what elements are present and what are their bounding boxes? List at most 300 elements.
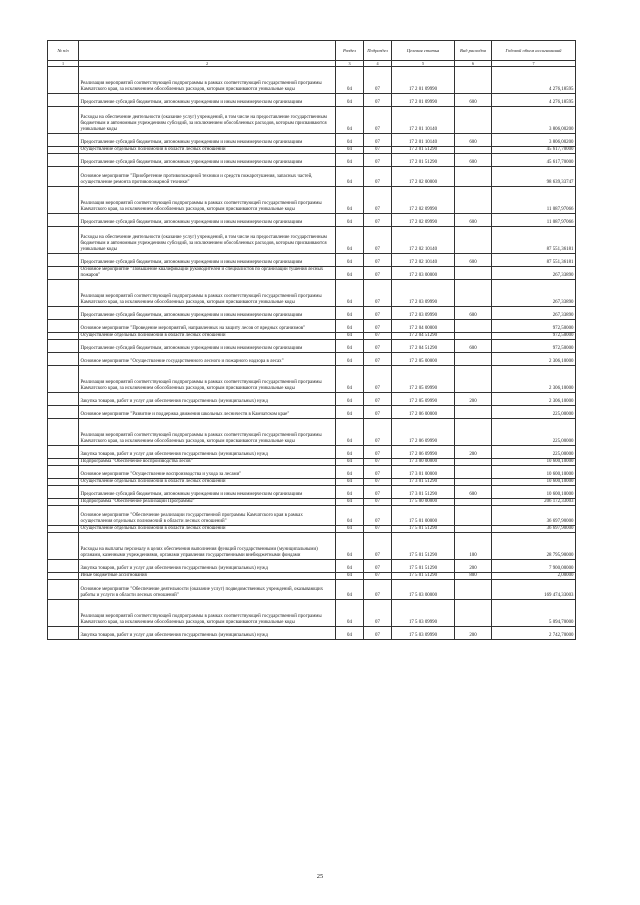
row-expense-type-cell <box>455 506 492 526</box>
row-amount-cell: 225,00000 <box>492 406 576 419</box>
row-expense-type-cell <box>455 406 492 419</box>
row-subsection-cell: 07 <box>364 154 392 167</box>
table-row <box>48 446 576 459</box>
row-subsection-cell: 07 <box>364 267 392 280</box>
row-name-cell: Закупка товаров, работ и услуг для обеспечения государственных (муниципальных) нужд <box>79 393 336 406</box>
row-expense-type-cell <box>455 526 492 533</box>
row-subsection-cell: 07 <box>364 499 392 506</box>
row-name-cell: Предоставление субсидий бюджетным, автономным учреждениям и иным некоммерческим организациям <box>79 134 336 147</box>
row-amount-cell: 11 087,97066 <box>492 187 576 214</box>
row-number-cell <box>48 320 79 333</box>
row-section-cell: 04 <box>336 499 364 506</box>
row-section-cell: 04 <box>336 393 364 406</box>
row-amount-cell: 267,33890 <box>492 267 576 280</box>
row-name-cell: Основное мероприятие "Проведение мероприятий, направленных на защиту лесов от вредных организмов" <box>79 320 336 333</box>
table-row <box>48 107 576 134</box>
row-expense-type-cell <box>455 499 492 506</box>
row-target-article-cell: 17 2 05 09990 <box>392 393 455 406</box>
row-name-cell: Осуществление отдельных полномочий в области лесных отношений <box>79 526 336 533</box>
row-target-article-cell: 17 2 06 09990 <box>392 446 455 459</box>
row-section-cell: 04 <box>336 214 364 227</box>
row-section-cell: 04 <box>336 580 364 600</box>
table-row <box>48 280 576 307</box>
row-target-article-cell: 17 2 04 00000 <box>392 320 455 333</box>
row-number-cell <box>48 147 79 154</box>
row-section-cell: 04 <box>336 419 364 446</box>
row-amount-cell: 267,33890 <box>492 307 576 320</box>
row-subsection-cell: 07 <box>364 214 392 227</box>
row-subsection-cell: 07 <box>364 406 392 419</box>
row-subsection-cell: 07 <box>364 560 392 573</box>
row-name-cell: Предоставление субсидий бюджетным, автономным учреждениям и иным некоммерческим организациям <box>79 94 336 107</box>
row-section-cell: 04 <box>336 353 364 366</box>
row-name-cell: Осуществление отдельных полномочий в области лесных отношений <box>79 147 336 154</box>
row-subsection-cell: 07 <box>364 94 392 107</box>
row-number-cell <box>48 107 79 134</box>
row-name-cell: Предоставление субсидий бюджетным, автономным учреждениям и иным некоммерческим организациям <box>79 154 336 167</box>
row-subsection-cell: 07 <box>364 486 392 499</box>
row-target-article-cell: 17 2 01 10140 <box>392 107 455 134</box>
row-target-article-cell: 17 5 01 00000 <box>392 506 455 526</box>
header-cell: № п/п <box>48 41 79 61</box>
row-amount-cell: 10 600,10000 <box>492 486 576 499</box>
row-section-cell: 04 <box>336 573 364 580</box>
row-expense-type-cell: 600 <box>455 94 492 107</box>
row-expense-type-cell <box>455 107 492 134</box>
table-row <box>48 353 576 366</box>
table-row <box>48 307 576 320</box>
row-number-cell <box>48 254 79 267</box>
row-expense-type-cell <box>455 353 492 366</box>
row-subsection-cell: 07 <box>364 167 392 187</box>
row-expense-type-cell <box>455 366 492 393</box>
row-amount-cell: 2 306,10000 <box>492 393 576 406</box>
row-section-cell: 04 <box>336 320 364 333</box>
row-section-cell: 04 <box>336 67 364 94</box>
table-row <box>48 486 576 499</box>
table-row <box>48 419 576 446</box>
row-target-article-cell: 17 2 01 51290 <box>392 154 455 167</box>
column-number: 2 <box>79 61 336 67</box>
row-name-cell: Основное мероприятие "Развитие и поддержка движения школьных лесничеств в Камчатском крае" <box>79 406 336 419</box>
row-section-cell: 04 <box>336 254 364 267</box>
row-name-cell: Расходы на обеспечение деятельности (оказание услуг) учреждений, в том числе на предоставление государственным бюджетным и автономным учреждениям субсидий, за исключением обособленных расходов, которым присваиваются уникальные коды <box>79 227 336 254</box>
table-row <box>48 94 576 107</box>
header-cell: Годовой объем ассигнований <box>492 41 576 61</box>
row-section-cell: 04 <box>336 187 364 214</box>
table-row <box>48 479 576 486</box>
row-target-article-cell: 17 5 01 51290 <box>392 560 455 573</box>
row-expense-type-cell <box>455 147 492 154</box>
row-subsection-cell: 07 <box>364 307 392 320</box>
row-target-article-cell: 17 3 01 51290 <box>392 479 455 486</box>
row-number-cell <box>48 187 79 214</box>
row-subsection-cell: 07 <box>364 533 392 560</box>
row-subsection-cell: 07 <box>364 147 392 154</box>
row-amount-cell: 206 172,33003 <box>492 499 576 506</box>
row-target-article-cell: 17 2 06 09990 <box>392 419 455 446</box>
budget-table-sheet <box>47 40 575 640</box>
row-number-cell <box>48 573 79 580</box>
row-section-cell: 04 <box>336 627 364 640</box>
row-expense-type-cell <box>455 479 492 486</box>
row-name-cell: Реализация мероприятий соответствующей подпрограммы в рамках соответствующей государственной программы Камчатского края, за исключением обособленных расходов, которым присваиваются уникальные коды <box>79 600 336 627</box>
row-target-article-cell: 17 2 03 09990 <box>392 307 455 320</box>
row-amount-cell: 225,00000 <box>492 419 576 446</box>
row-name-cell: Реализация мероприятий соответствующей подпрограммы в рамках соответствующей государственной программы Камчатского края, за исключением обособленных расходов, которым присваиваются уникальные коды <box>79 67 336 94</box>
row-expense-type-cell: 600 <box>455 254 492 267</box>
table-row <box>48 227 576 254</box>
row-number-cell <box>48 580 79 600</box>
row-amount-cell: 972,50000 <box>492 320 576 333</box>
row-section-cell: 04 <box>336 533 364 560</box>
row-number-cell <box>48 406 79 419</box>
row-name-cell: Реализация мероприятий соответствующей подпрограммы в рамках соответствующей государственной программы Камчатского края, за исключением обособленных расходов, которым присваиваются уникальные коды <box>79 187 336 214</box>
row-expense-type-cell: 800 <box>455 573 492 580</box>
row-expense-type-cell: 100 <box>455 533 492 560</box>
row-section-cell: 04 <box>336 466 364 479</box>
table-row <box>48 187 576 214</box>
row-amount-cell: 972,50000 <box>492 340 576 353</box>
row-expense-type-cell <box>455 167 492 187</box>
row-target-article-cell: 17 2 02 09990 <box>392 187 455 214</box>
row-amount-cell: 98 639,33747 <box>492 167 576 187</box>
table-row <box>48 267 576 280</box>
row-name-cell: Основное мероприятие "Осуществление государственного лесного и пожарного надзора в лесах" <box>79 353 336 366</box>
row-section-cell: 04 <box>336 94 364 107</box>
row-expense-type-cell <box>455 419 492 446</box>
row-target-article-cell: 17 5 00 00000 <box>392 499 455 506</box>
row-amount-cell: 3 806,00200 <box>492 134 576 147</box>
row-expense-type-cell <box>455 227 492 254</box>
row-target-article-cell: 17 2 04 51290 <box>392 333 455 340</box>
row-amount-cell: 7 900,00000 <box>492 560 576 573</box>
row-expense-type-cell <box>455 267 492 280</box>
row-target-article-cell: 17 3 00 00000 <box>392 459 455 466</box>
row-amount-cell: 10 600,10000 <box>492 466 576 479</box>
row-amount-cell: 28 795,90000 <box>492 533 576 560</box>
row-section-cell: 04 <box>336 560 364 573</box>
row-subsection-cell: 07 <box>364 446 392 459</box>
row-name-cell: Основное мероприятие "Повышение квалификации руководителей и специалистов по организации тушения лесных пожаров" <box>79 267 336 280</box>
row-subsection-cell: 07 <box>364 459 392 466</box>
row-target-article-cell: 17 2 01 09990 <box>392 94 455 107</box>
row-target-article-cell: 17 5 03 00000 <box>392 580 455 600</box>
column-number: 5 <box>392 61 455 67</box>
row-subsection-cell: 07 <box>364 419 392 446</box>
row-number-cell <box>48 499 79 506</box>
table-row <box>48 147 576 154</box>
table-row <box>48 393 576 406</box>
row-number-cell <box>48 419 79 446</box>
row-subsection-cell: 07 <box>364 227 392 254</box>
row-expense-type-cell: 600 <box>455 486 492 499</box>
row-amount-cell: 972,50000 <box>492 333 576 340</box>
row-name-cell: Расходы на выплаты персоналу в целях обеспечения выполнения функций государственными (муниципальными) органами, казенными учреждениями, органами управления государственными внебюджетными фондами <box>79 533 336 560</box>
row-target-article-cell: 17 2 04 51290 <box>392 340 455 353</box>
column-number: 1 <box>48 61 79 67</box>
row-amount-cell: 225,00000 <box>492 446 576 459</box>
row-section-cell: 04 <box>336 486 364 499</box>
row-subsection-cell: 07 <box>364 67 392 94</box>
row-section-cell: 04 <box>336 267 364 280</box>
table-row <box>48 600 576 627</box>
column-number: 6 <box>455 61 492 67</box>
row-subsection-cell: 07 <box>364 393 392 406</box>
row-name-cell: Предоставление субсидий бюджетным, автономным учреждениям и иным некоммерческим организациям <box>79 307 336 320</box>
row-section-cell: 04 <box>336 446 364 459</box>
row-number-cell <box>48 600 79 627</box>
row-name-cell: Предоставление субсидий бюджетным, автономным учреждениям и иным некоммерческим организациям <box>79 214 336 227</box>
row-expense-type-cell <box>455 187 492 214</box>
row-subsection-cell: 07 <box>364 573 392 580</box>
row-number-cell <box>48 393 79 406</box>
row-target-article-cell: 17 2 03 00000 <box>392 267 455 280</box>
row-name-cell: Предоставление субсидий бюджетным, автономным учреждениям и иным некоммерческим организациям <box>79 340 336 353</box>
row-number-cell <box>48 560 79 573</box>
row-amount-cell: 2,00000 <box>492 573 576 580</box>
row-subsection-cell: 07 <box>364 627 392 640</box>
table-row <box>48 320 576 333</box>
row-name-cell: Реализация мероприятий соответствующей подпрограммы в рамках соответствующей государственной программы Камчатского края, за исключением обособленных расходов, которым присваиваются уникальные коды <box>79 366 336 393</box>
page-number: 25 <box>316 873 324 880</box>
table-row <box>48 167 576 187</box>
table-row <box>48 154 576 167</box>
row-name-cell: Основное мероприятие "Приобретение противопожарной техники и средств пожаротушения, запасных частей, осуществление ремонта противопожарной техники" <box>79 167 336 187</box>
row-amount-cell: 169 474,33003 <box>492 580 576 600</box>
row-target-article-cell: 17 5 01 51290 <box>392 573 455 580</box>
row-number-cell <box>48 466 79 479</box>
row-amount-cell: 2 306,10000 <box>492 366 576 393</box>
row-target-article-cell: 17 2 06 00000 <box>392 406 455 419</box>
row-target-article-cell: 17 2 01 09990 <box>392 67 455 94</box>
row-expense-type-cell <box>455 459 492 466</box>
row-number-cell <box>48 506 79 526</box>
row-subsection-cell: 07 <box>364 466 392 479</box>
row-section-cell: 04 <box>336 107 364 134</box>
row-subsection-cell: 07 <box>364 353 392 366</box>
row-section-cell: 04 <box>336 134 364 147</box>
row-amount-cell: 87 551,36181 <box>492 227 576 254</box>
row-amount-cell: 10 600,10000 <box>492 459 576 466</box>
row-amount-cell: 2 742,70000 <box>492 627 576 640</box>
row-expense-type-cell <box>455 280 492 307</box>
row-name-cell: Основное мероприятие "Обеспечение реализации государственной программы Камчатского края в рамках осуществления отдельных полномочий в области лесных отношений" <box>79 506 336 526</box>
row-number-cell <box>48 167 79 187</box>
row-number-cell <box>48 67 79 94</box>
row-target-article-cell: 17 2 02 09990 <box>392 214 455 227</box>
row-name-cell: Расходы на обеспечение деятельности (оказание услуг) учреждений, в том числе на предоставление государственным бюджетным и автономным учреждениям субсидий, за исключением обособленных расходов, которым присваиваются уникальные коды <box>79 107 336 134</box>
row-section-cell: 04 <box>336 147 364 154</box>
row-name-cell: Иные бюджетные ассигнования <box>79 573 336 580</box>
row-target-article-cell: 17 5 01 51290 <box>392 533 455 560</box>
row-subsection-cell: 07 <box>364 340 392 353</box>
row-section-cell: 04 <box>336 406 364 419</box>
row-expense-type-cell <box>455 333 492 340</box>
row-section-cell: 04 <box>336 333 364 340</box>
row-number-cell <box>48 154 79 167</box>
row-target-article-cell: 17 3 01 00000 <box>392 466 455 479</box>
row-number-cell <box>48 526 79 533</box>
row-target-article-cell: 17 2 05 09990 <box>392 366 455 393</box>
table-row <box>48 499 576 506</box>
row-number-cell <box>48 333 79 340</box>
row-expense-type-cell: 600 <box>455 214 492 227</box>
table-row <box>48 333 576 340</box>
row-target-article-cell: 17 5 03 09990 <box>392 600 455 627</box>
row-amount-cell: 2 306,10000 <box>492 353 576 366</box>
row-target-article-cell: 17 2 02 10140 <box>392 227 455 254</box>
row-subsection-cell: 07 <box>364 479 392 486</box>
row-expense-type-cell: 600 <box>455 154 492 167</box>
row-expense-type-cell: 200 <box>455 560 492 573</box>
header-cell: Подраздел <box>364 41 392 61</box>
row-subsection-cell: 07 <box>364 333 392 340</box>
row-subsection-cell: 07 <box>364 107 392 134</box>
row-expense-type-cell: 200 <box>455 446 492 459</box>
row-target-article-cell: 17 2 01 51290 <box>392 147 455 154</box>
row-section-cell: 04 <box>336 366 364 393</box>
row-section-cell: 04 <box>336 506 364 526</box>
row-number-cell <box>48 307 79 320</box>
row-section-cell: 04 <box>336 459 364 466</box>
row-section-cell: 04 <box>336 307 364 320</box>
row-section-cell: 04 <box>336 526 364 533</box>
row-section-cell: 04 <box>336 154 364 167</box>
row-number-cell <box>48 280 79 307</box>
table-row <box>48 406 576 419</box>
table-row <box>48 580 576 600</box>
row-number-cell <box>48 459 79 466</box>
table-row <box>48 134 576 147</box>
row-amount-cell: 45 617,70000 <box>492 147 576 154</box>
row-subsection-cell: 07 <box>364 134 392 147</box>
row-target-article-cell: 17 2 02 00000 <box>392 167 455 187</box>
table-row <box>48 466 576 479</box>
budget-table <box>47 40 576 640</box>
row-expense-type-cell <box>455 600 492 627</box>
row-number-cell <box>48 486 79 499</box>
row-amount-cell: 10 600,10000 <box>492 479 576 486</box>
row-name-cell: Основное мероприятие "Обеспечение деятельности (оказание услуг) подведомственных учреждений, оказывающих работы и услуги в области лесных отношений" <box>79 580 336 600</box>
table-body <box>48 67 576 640</box>
row-section-cell: 04 <box>336 167 364 187</box>
row-subsection-cell: 07 <box>364 254 392 267</box>
row-amount-cell: 3 806,00200 <box>492 107 576 134</box>
row-number-cell <box>48 340 79 353</box>
row-number-cell <box>48 366 79 393</box>
row-name-cell: Осуществление отдельных полномочий в области лесных отношений <box>79 333 336 340</box>
row-number-cell <box>48 214 79 227</box>
column-number: 7 <box>492 61 576 67</box>
table-row <box>48 560 576 573</box>
row-section-cell: 04 <box>336 479 364 486</box>
row-section-cell: 04 <box>336 280 364 307</box>
row-number-cell <box>48 267 79 280</box>
row-target-article-cell: 17 2 05 00000 <box>392 353 455 366</box>
row-amount-cell: 267,33890 <box>492 280 576 307</box>
header-cell <box>79 41 336 61</box>
row-amount-cell: 36 697,90000 <box>492 526 576 533</box>
row-number-cell <box>48 446 79 459</box>
row-subsection-cell: 07 <box>364 320 392 333</box>
table-header-row <box>48 41 576 61</box>
row-number-cell <box>48 227 79 254</box>
column-number: 3 <box>336 61 364 67</box>
row-number-cell <box>48 627 79 640</box>
table-row <box>48 214 576 227</box>
row-expense-type-cell: 600 <box>455 340 492 353</box>
header-cell: Раздел <box>336 41 364 61</box>
row-amount-cell: 5 094,70000 <box>492 600 576 627</box>
row-name-cell: Подпрограмма "Обеспечение воспроизводства лесов" <box>79 459 336 466</box>
row-subsection-cell: 07 <box>364 580 392 600</box>
row-target-article-cell: 17 5 01 51290 <box>392 526 455 533</box>
row-number-cell <box>48 353 79 366</box>
row-subsection-cell: 07 <box>364 506 392 526</box>
row-name-cell: Закупка товаров, работ и услуг для обеспечения государственных (муниципальных) нужд <box>79 627 336 640</box>
table-row <box>48 254 576 267</box>
row-expense-type-cell <box>455 466 492 479</box>
row-name-cell: Основное мероприятие "Осуществление воспроизводства и ухода за лесами" <box>79 466 336 479</box>
row-subsection-cell: 07 <box>364 187 392 214</box>
header-cell: Целевая статья <box>392 41 455 61</box>
table-row <box>48 627 576 640</box>
row-expense-type-cell: 200 <box>455 627 492 640</box>
row-section-cell: 04 <box>336 227 364 254</box>
row-expense-type-cell <box>455 320 492 333</box>
table-row <box>48 526 576 533</box>
row-target-article-cell: 17 2 02 10140 <box>392 254 455 267</box>
row-target-article-cell: 17 2 01 10140 <box>392 134 455 147</box>
row-target-article-cell: 17 2 03 09990 <box>392 280 455 307</box>
row-amount-cell: 4 276,18595 <box>492 94 576 107</box>
row-expense-type-cell <box>455 580 492 600</box>
row-expense-type-cell: 600 <box>455 134 492 147</box>
row-name-cell: Подпрограмма "Обеспечение реализации Программы" <box>79 499 336 506</box>
column-number: 4 <box>364 61 392 67</box>
row-name-cell: Предоставление субсидий бюджетным, автономным учреждениям и иным некоммерческим организациям <box>79 254 336 267</box>
row-section-cell: 04 <box>336 600 364 627</box>
row-section-cell: 04 <box>336 340 364 353</box>
row-name-cell: Осуществление отдельных полномочий в области лесных отношений <box>79 479 336 486</box>
row-number-cell <box>48 479 79 486</box>
row-amount-cell: 87 551,36181 <box>492 254 576 267</box>
table-row <box>48 340 576 353</box>
row-expense-type-cell: 200 <box>455 393 492 406</box>
row-target-article-cell: 17 5 03 09990 <box>392 627 455 640</box>
row-expense-type-cell: 600 <box>455 307 492 320</box>
row-name-cell: Закупка товаров, работ и услуг для обеспечения государственных (муниципальных) нужд <box>79 446 336 459</box>
row-name-cell: Реализация мероприятий соответствующей подпрограммы в рамках соответствующей государственной программы Камчатского края, за исключением обособленных расходов, которым присваиваются уникальные коды <box>79 419 336 446</box>
row-subsection-cell: 07 <box>364 366 392 393</box>
table-row <box>48 533 576 560</box>
row-amount-cell: 4 276,18595 <box>492 67 576 94</box>
table-row <box>48 459 576 466</box>
row-subsection-cell: 07 <box>364 526 392 533</box>
row-amount-cell: 11 087,97066 <box>492 214 576 227</box>
row-number-cell <box>48 533 79 560</box>
table-row <box>48 506 576 526</box>
table-row <box>48 573 576 580</box>
row-name-cell: Закупка товаров, работ и услуг для обеспечения государственных (муниципальных) нужд <box>79 560 336 573</box>
table-row <box>48 67 576 94</box>
table-row <box>48 366 576 393</box>
row-name-cell: Предоставление субсидий бюджетным, автономным учреждениям и иным некоммерческим организациям <box>79 486 336 499</box>
row-amount-cell: 36 697,90000 <box>492 506 576 526</box>
header-cell: Вид расходов <box>455 41 492 61</box>
row-number-cell <box>48 94 79 107</box>
